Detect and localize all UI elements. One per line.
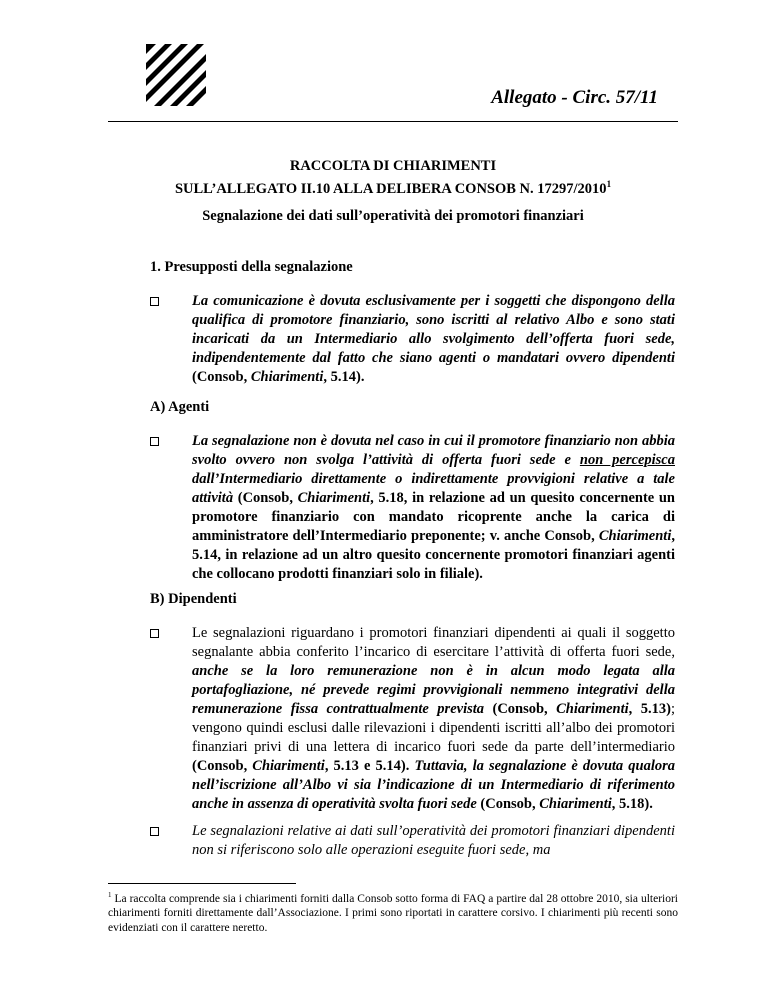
bullet-text: La segnalazione non è dovuta nel caso in cui il promotore finanziario non abbia svolto ovvero non svolga l’attività di offerta fuori sede e non percepisca dall’Intermediario direttamente o indirettamente provvigioni relative a tale attività (Consob, Chiarimenti, 5.18, in relazione ad un quesito concernente un promotore finanziario con mandato ricoprente anche la carica di amministratore dell’Intermediario preponente; v. anche Consob, Chiarimenti, 5.14, in relazione ad un altro quesito concernente promotori finanziari agenti che collocano prodotti finanziari solo in filiale).: [192, 433, 675, 582]
header-divider: [108, 121, 678, 122]
footnote-text: La raccolta comprende sia i chiarimenti forniti dalla Consob sotto forma di FAQ a partire dal 28 ottobre 2010, sia ulteriori chiarimenti forniti direttamente dall’Associazione. I primi sono riportati in carattere corsivo. I chiarimenti più recenti sono evidenziati con il carattere neretto.: [108, 892, 678, 934]
list-item: [150, 822, 675, 860]
checkbox-bullet-icon: [150, 827, 159, 836]
checkbox-bullet-icon: [150, 297, 159, 306]
footnote-divider: [108, 883, 296, 884]
document-subtitle: Segnalazione dei dati sull’operatività dei promotori finanziari: [202, 208, 584, 224]
section-heading-dipendenti: B) Dipendenti: [150, 591, 237, 607]
checkbox-bullet-icon: [150, 629, 159, 638]
bullet-text: Le segnalazioni riguardano i promotori finanziari dipendenti ai quali il soggetto segnalante abbia conferito l’incarico di esercitare l’attività di offerta fuori sede, anche se la loro remunerazione non è in alcun modo legata alla portafogliazione, né prevede regimi provvigionali nemmeno integrativi della remunerazione fissa contrattualmente prevista (Consob, Chiarimenti, 5.13); vengono quindi esclusi dalle rilevazioni i dipendenti iscritti all’albo dei promotori finanziari privi di una lettera di incarico fuori sede da parte dell’intermediario (Consob, Chiarimenti, 5.13 e 5.14). Tuttavia, la segnalazione è dovuta qualora nell’iscrizione all’Albo vi sia l’indicazione di un Intermediario di riferimento anche in assenza di operatività svolta fuori sede (Consob, Chiarimenti, 5.18).: [192, 625, 675, 812]
footnote: [108, 888, 678, 935]
footnote-reference[interactable]: 1: [606, 179, 612, 189]
checkbox-bullet-icon: [150, 437, 159, 446]
footnote-mark: 1: [108, 891, 112, 899]
list-item: [150, 432, 675, 584]
section-heading-presupposti: 1. Presupposti della segnalazione: [150, 259, 353, 275]
association-logo-icon: [146, 44, 206, 106]
bullet-text: Le segnalazioni relative ai dati sull’operatività dei promotori finanziari dipendenti non si riferiscono solo alle operazioni eseguite fuori sede, ma: [192, 823, 675, 858]
title-line-2: SULL’ALLEGATO II.10 ALLA DELIBERA CONSOB N. 17297/2010$^1$: [174, 179, 612, 197]
document-title: [108, 157, 678, 198]
title-line-1: RACCOLTA DI CHIARIMENTI: [289, 158, 497, 174]
list-item: [150, 624, 675, 814]
circular-reference: Allegato - Circ. 57/11: [491, 87, 658, 108]
section-heading-agenti: A) Agenti: [150, 399, 210, 415]
bullet-text: La comunicazione è dovuta esclusivamente per i soggetti che dispongono della qualifica di promotore finanziario, sono iscritti al relativo Albo e sono stati incaricati da un Intermediario allo svolgimento dell’offerta fuori sede, indipendentemente dal fatto che siano agenti o mandatari ovvero dipendenti (Consob, Chiarimenti, 5.14).: [192, 293, 675, 385]
list-item: [150, 292, 675, 387]
